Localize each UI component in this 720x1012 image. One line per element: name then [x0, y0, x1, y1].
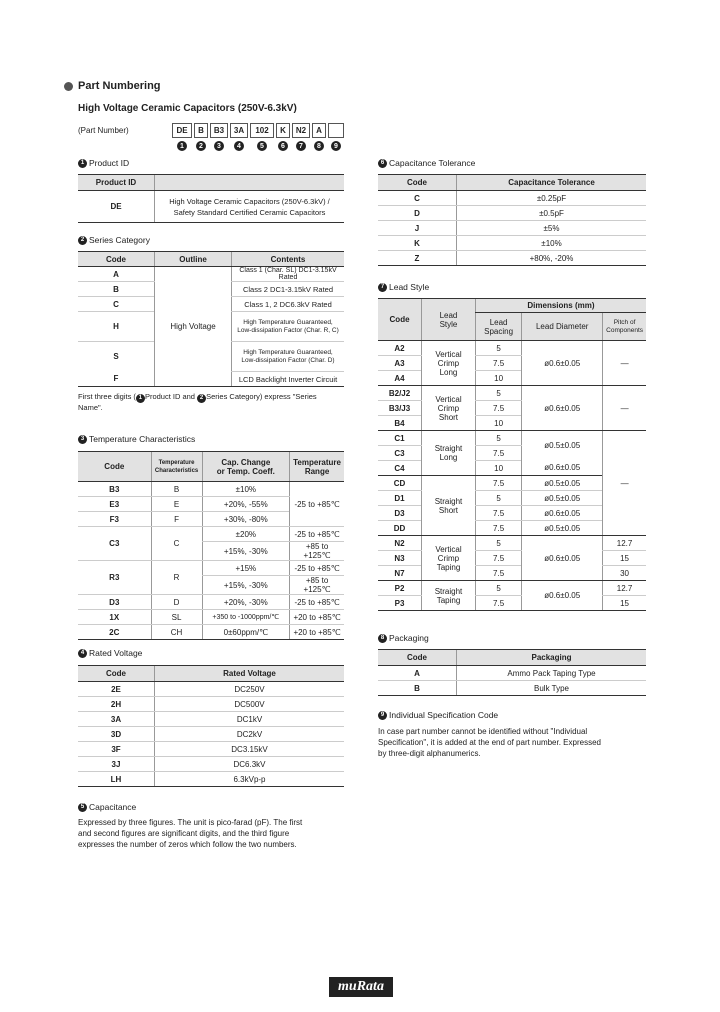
pn-num-8: 8 [314, 141, 324, 151]
pn-num-2: 2 [196, 141, 206, 151]
series-note: First three digits ( 1 Product ID and 2 Series Category) express "Series Name". [78, 392, 317, 412]
packaging-title: 8 Packaging [378, 633, 429, 643]
capacitance-title: 5 Capacitance [78, 802, 136, 812]
individual-title: 9 Individual Specification Code [378, 710, 498, 720]
pn-box-6: K [276, 123, 290, 138]
pn-box-9 [328, 123, 344, 138]
product-id-title: 1 Product ID [78, 158, 129, 168]
temp-table: Code Temperature Characteristics Cap. Change or Temp. Coeff. Temperature Range B3 B ±10% -25 to +85℃ E3 E +20%, -55% F3 F +30%, -80% C3 C ±20% -25 to +85℃ +15%, -30% +85 to +125℃ R3 R +15% -25 to +85℃ +15%, -30% +85 to +125℃ D3 D +20%, -30% -25 to +85℃ 1X SL +350 to -1000ppm/℃ +20 to +85℃ 2C CH 0±60ppm/℃ +20 to +85℃ [78, 451, 344, 640]
pn-num-4: 4 [234, 141, 244, 151]
packaging-table: Code Packaging A Ammo Pack Taping Type B Bulk Type [378, 649, 646, 696]
lead-table: Code Lead Style Dimensions (mm) Lead Spacing Lead Diameter Pitch of Components A2 Vertical Crimp Long 5 ø0.6±0.05 — A3 7.5 A4 10 B2/J2 Vertical Crimp Short 5 ø0.6±0.05 — B3/J3 7.5 B4 10 C1 Straight Long 5 ø0.5±0.05 — C3 7.5 C4 10 ø0.6±0.05 CD Straight Short 7.5 ø0.5±0.05 D1 5 ø0.5±0.05 D3 7.5 ø0.6±0.05 DD 7.5 ø0.5±0.05 N2 Vertical Crimp Taping 5 ø0.6±0.05 12.7 N3 7.5 15 N7 7.5 30 P2 Straight Taping 5 ø0.6±0.05 12.7 P3 7.5 15 [378, 298, 646, 611]
murata-logo: muRata [329, 977, 393, 997]
temp-title: 3 Temperature Characteristics [78, 434, 195, 444]
tolerance-title: 6 Capacitance Tolerance [378, 158, 475, 168]
series-title: 2 Series Category [78, 235, 150, 245]
pn-box-4: 3A [230, 123, 248, 138]
lead-title: 7 Lead Style [378, 282, 429, 292]
tolerance-table: Code Capacitance Tolerance C ±0.25pF D ±0.5pF J ±5% K ±10% Z +80%, -20% [378, 174, 646, 266]
rated-title: 4 Rated Voltage [78, 648, 142, 658]
part-number-label: (Part Number) [78, 126, 129, 135]
pn-box-7: N2 [292, 123, 310, 138]
pn-num-6: 6 [278, 141, 288, 151]
subtitle: High Voltage Ceramic Capacitors (250V-6.3kV) [78, 103, 297, 114]
pn-num-3: 3 [214, 141, 224, 151]
rated-table: Code Rated Voltage 2E DC250V 2H DC500V 3A DC1kV 3D DC2kV 3F DC3.15kV 3J DC6.3kV LH 6.3kVp-p [78, 665, 344, 787]
section-heading [64, 80, 161, 92]
individual-text: In case part number cannot be identified without "Individual Specification", it is added at the end of part number. Expressed by three-digit alphanumerics. [378, 727, 601, 758]
pn-box-2: B [194, 123, 208, 138]
pn-num-5: 5 [257, 141, 267, 151]
product-id-table: Product ID DE High Voltage Ceramic Capacitors (250V-6.3kV) / Safety Standard Certified Ceramic Capacitors [78, 174, 344, 223]
capacitance-text: Expressed by three figures. The unit is pico-farad (pF). The first and second figures are significant digits, and the third figure expresses the number of zeros which follow the two numbers. [78, 818, 303, 849]
bullet-dot-icon [64, 82, 73, 91]
pn-box-3: B3 [210, 123, 228, 138]
series-table: Code Outline Contents A High Voltage Class 1 (Char. SL) DC1-3.15kV Rated B Class 2 DC1-3.15kV Rated C Class 1, 2 DC6.3kV Rated H High Temperature Guaranteed, Low-dissipation Factor (Char. R, C) S High Temperature Guaranteed, Low-dissipation Factor (Char. D) F LCD Backlight Inverter Circuit [78, 251, 344, 387]
pn-box-5: 102 [250, 123, 274, 138]
pn-num-7: 7 [296, 141, 306, 151]
pn-num-9: 9 [331, 141, 341, 151]
pn-num-1: 1 [177, 141, 187, 151]
pn-box-1: DE [172, 123, 192, 138]
pn-box-8: A [312, 123, 326, 138]
heading-text: Part Numbering [78, 80, 161, 92]
